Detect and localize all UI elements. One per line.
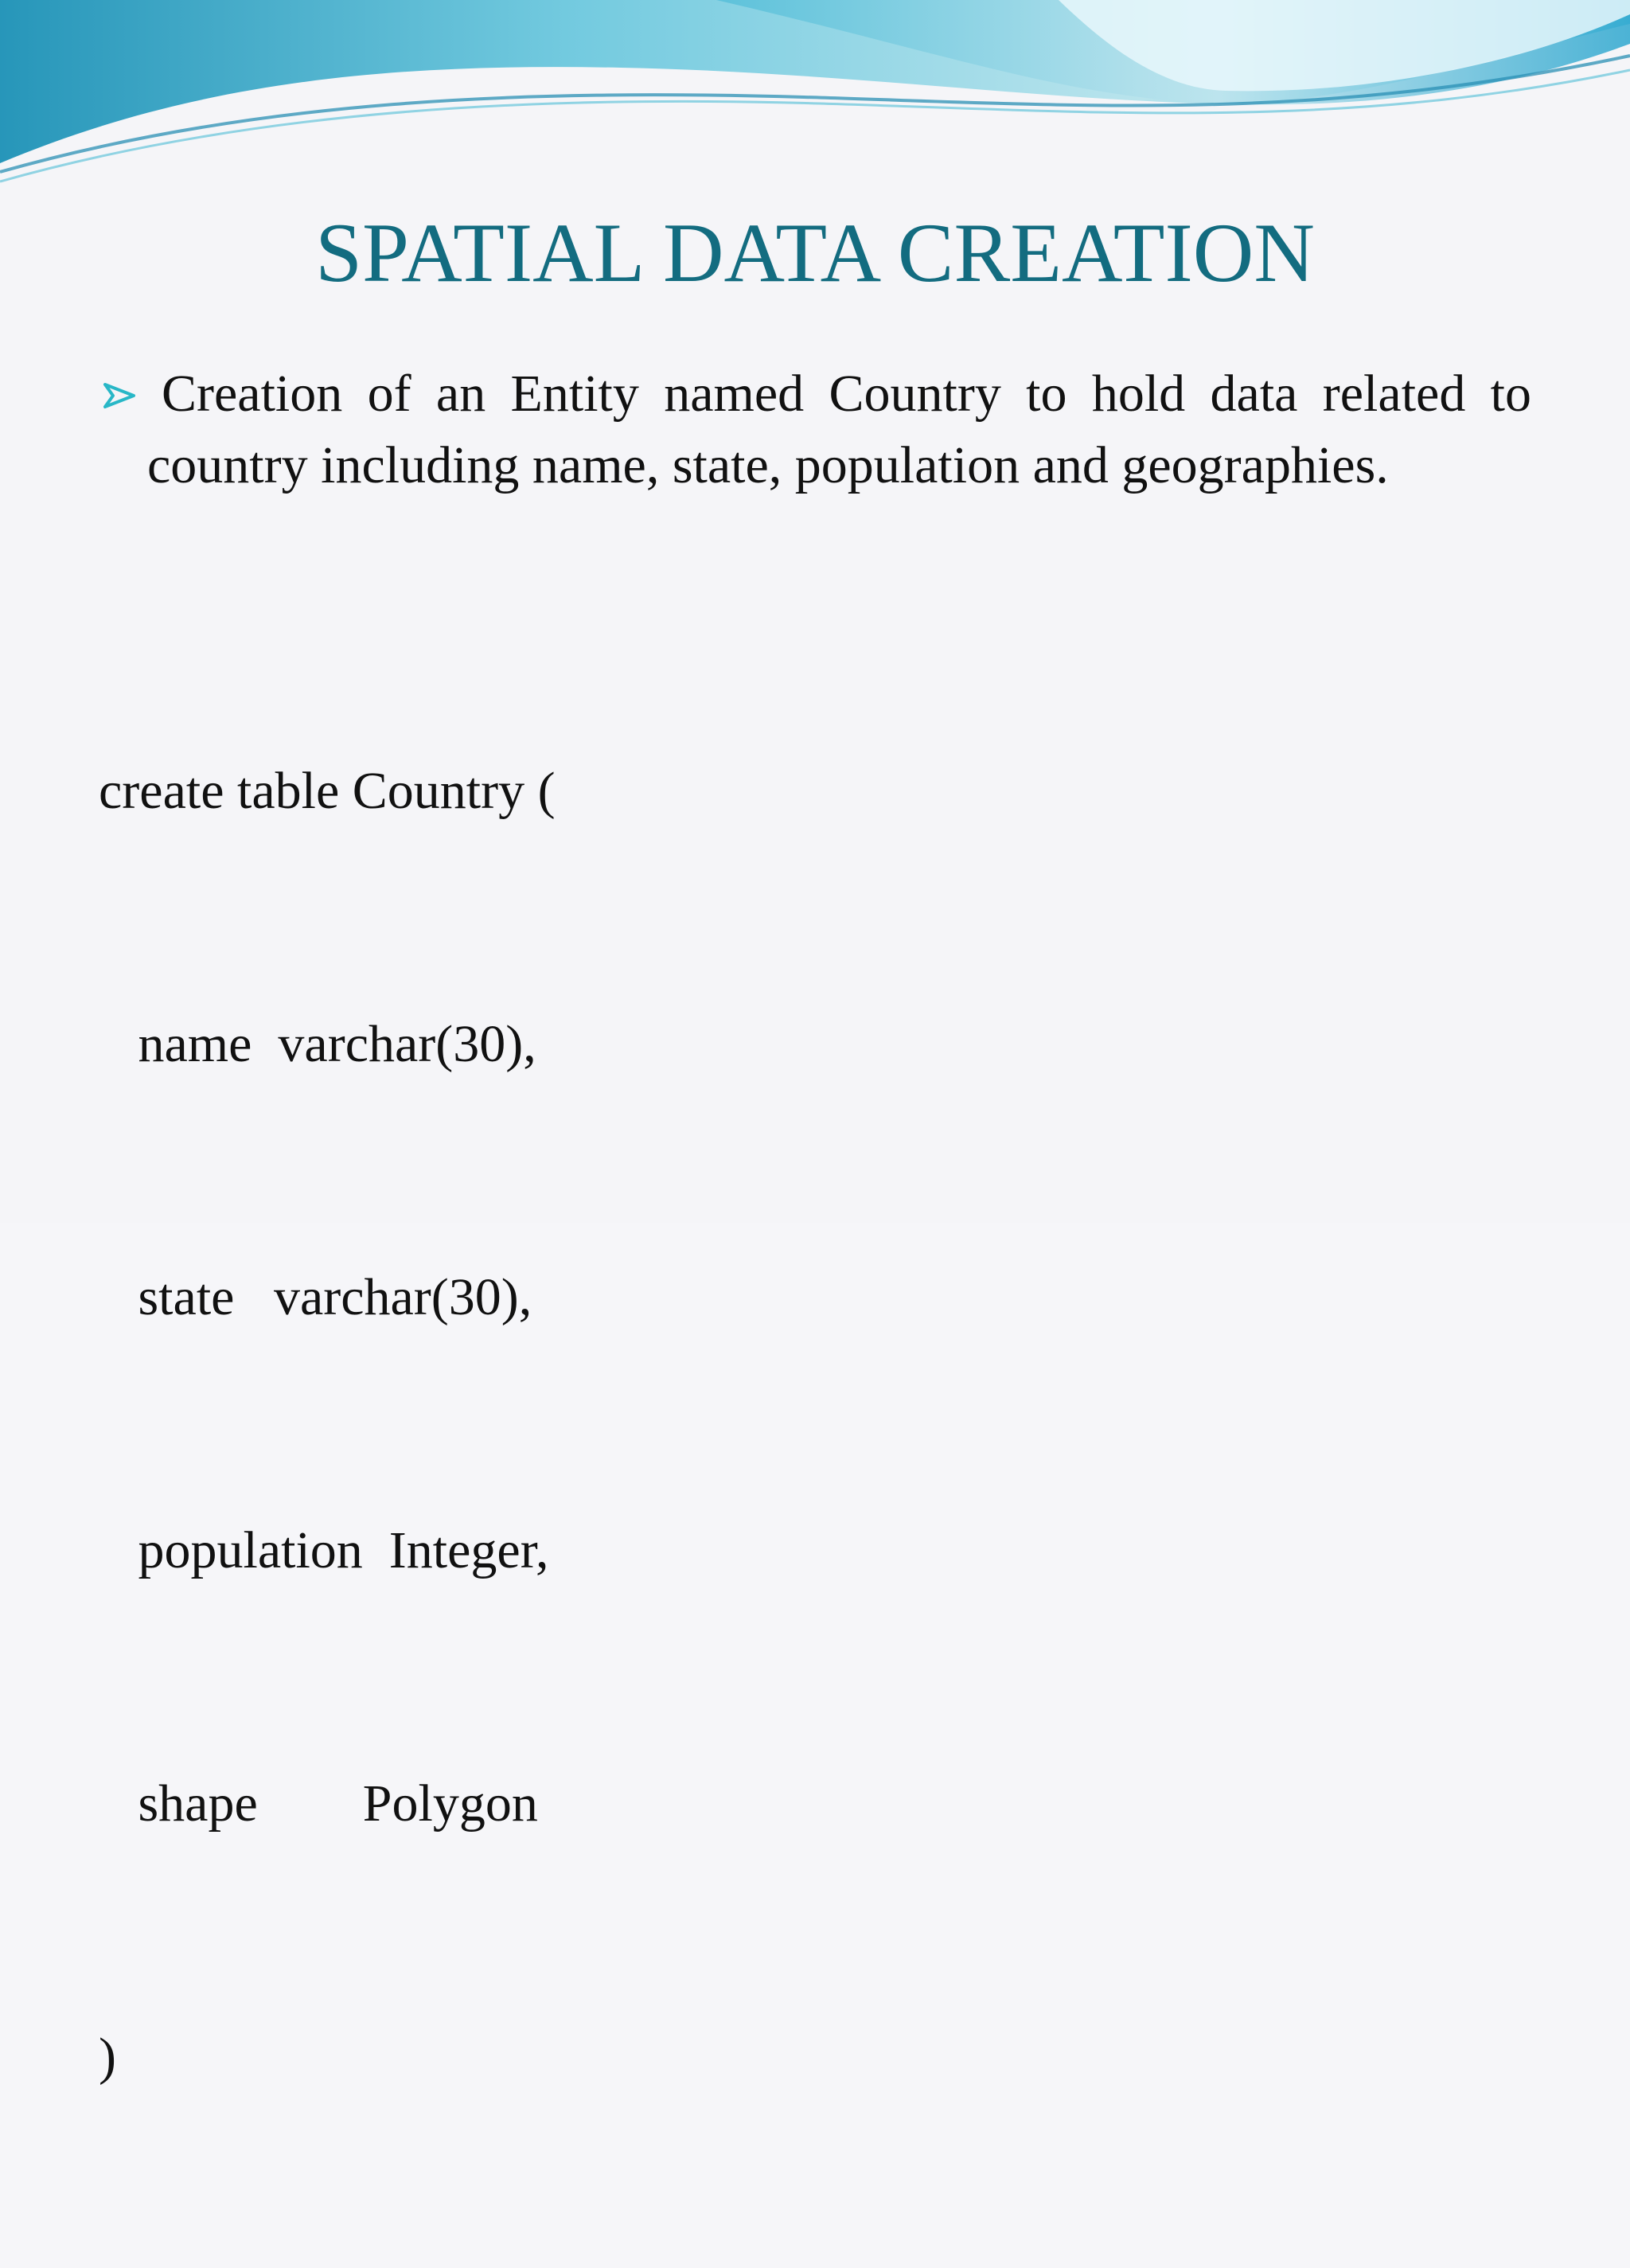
sql-create-table-code bbox=[99, 580, 556, 2268]
header-wave-decoration bbox=[0, 0, 1630, 191]
bullet-text: Creation of an Entity named Country to hold data related to country including name, state, population and geographies. bbox=[147, 365, 1531, 494]
slide-title: SPATIAL DATA CREATION bbox=[315, 206, 1315, 299]
bullet-point bbox=[99, 358, 1531, 502]
code-line: population Integer, bbox=[99, 1521, 549, 1579]
code-line: shape Polygon bbox=[99, 1774, 538, 1833]
code-line: name varchar(30), bbox=[99, 1015, 536, 1073]
code-line: ) bbox=[99, 2028, 116, 2086]
code-line: create table Country ( bbox=[99, 762, 556, 820]
arrowhead-bullet-icon bbox=[102, 383, 135, 408]
code-line: state varchar(30), bbox=[99, 1268, 532, 1326]
